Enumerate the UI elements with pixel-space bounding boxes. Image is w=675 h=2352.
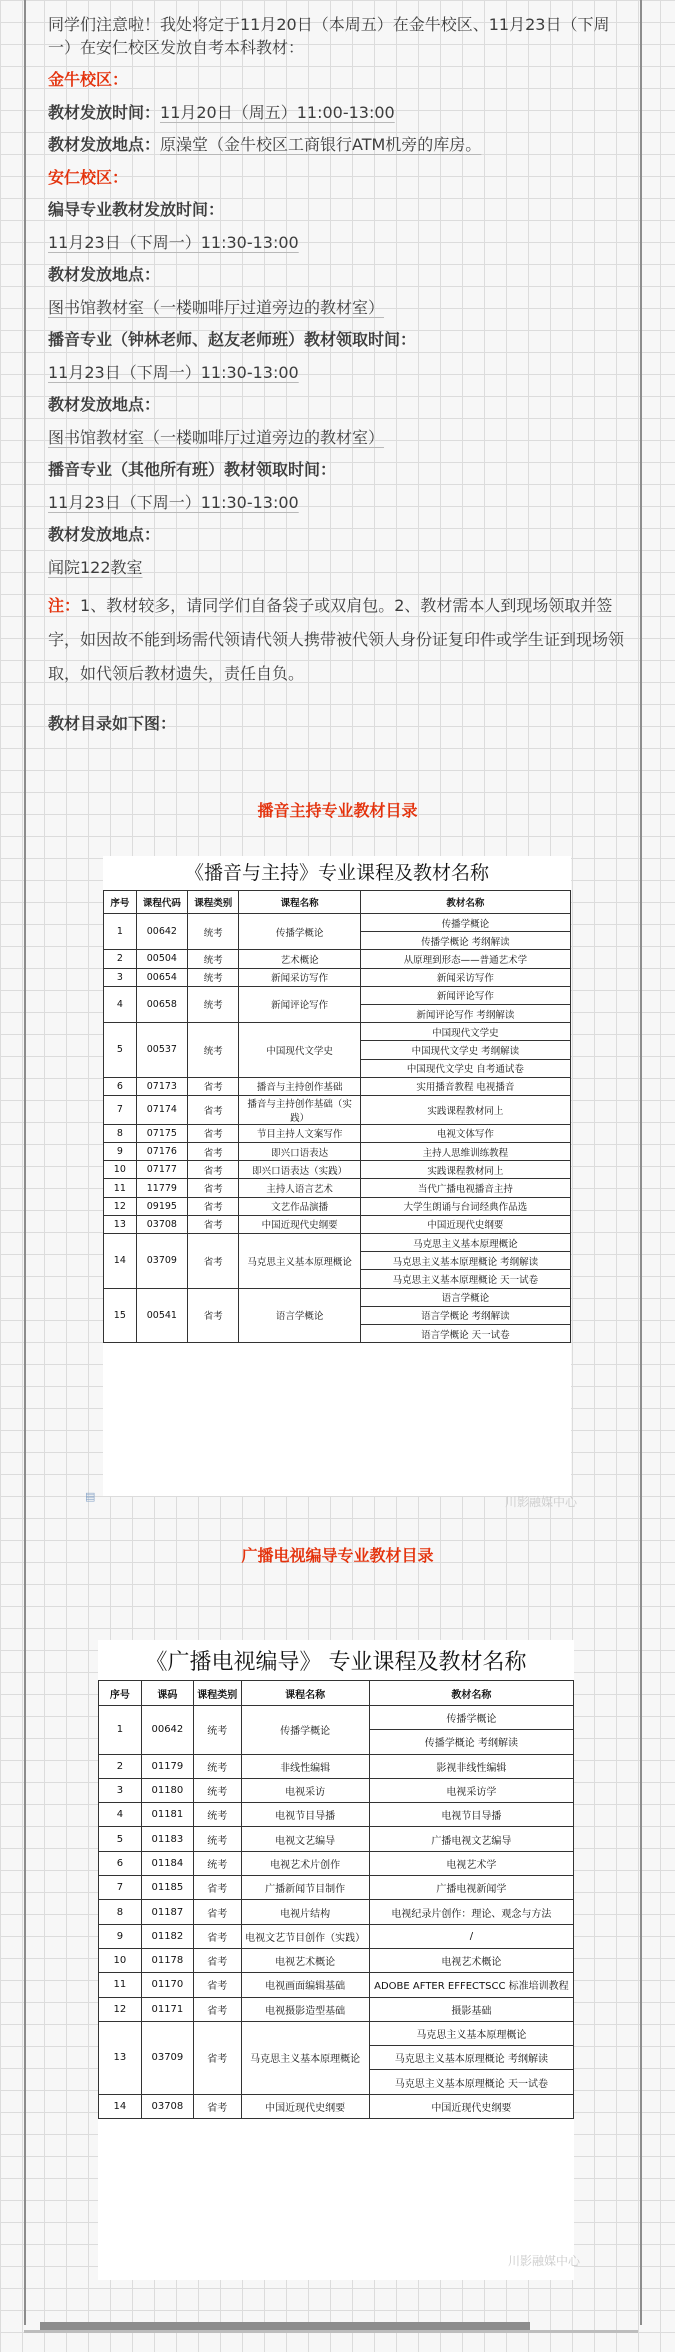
course-code-cell: 11779 (136, 1179, 187, 1197)
table-row (104, 1161, 571, 1179)
jinniu-time: 11月20日（周五）11:00-13:00 (160, 102, 395, 122)
textbook-name-cell: 传播学概论 (360, 914, 570, 932)
edit-time: 11月23日（下周一）11:30-13:00 (48, 232, 299, 252)
course-type-cell: 统考 (194, 1706, 242, 1755)
row-number-cell: 2 (99, 1754, 142, 1778)
row-number-cell: 12 (104, 1197, 137, 1215)
textbook-name-cell: ADOBE AFTER EFFECTSCC 标准培训教程 (369, 1973, 573, 1997)
textbook-name-cell: 传播学概论 考纲解读 (360, 932, 570, 950)
course-code-cell: 01171 (141, 1997, 193, 2021)
textbook-name-cell: 马克思主义基本原理概论 天一试卷 (369, 2070, 573, 2094)
table-row (99, 2094, 574, 2118)
course-code-cell: 01182 (141, 1924, 193, 1948)
course-code-cell: 00537 (136, 1023, 187, 1078)
course-name-cell: 马克思主义基本原理概论 (241, 2021, 369, 2094)
course-code-cell: 07175 (136, 1124, 187, 1142)
textbook-name-cell: 语言学概论 (360, 1288, 570, 1306)
course-name-cell: 即兴口语表达（实践） (239, 1161, 360, 1179)
course-name-cell: 语言学概论 (239, 1288, 360, 1343)
jinniu-heading: 金牛校区： (48, 70, 129, 89)
row-number-cell: 6 (99, 1851, 142, 1875)
row-number-cell: 5 (104, 1023, 137, 1078)
course-type-cell: 省考 (188, 1161, 239, 1179)
jinniu-time-label: 教材发放时间： (48, 102, 161, 122)
table-header-row (99, 1681, 574, 1706)
course-type-cell: 省考 (188, 1288, 239, 1343)
edit-time-label: 编导专业教材发放时间： (48, 200, 225, 219)
course-name-cell: 文艺作品演播 (239, 1197, 360, 1215)
catalog-intro: 教材目录如下图： (48, 714, 177, 733)
note-text: 1、教材较多，请同学们自备袋子或双肩包。2、教材需本人到现场领取并签字，如因故不能到场需代领请代领人携带被代领人身份证复印件或学生证到现场领取，如代领后教材遗失，责任自负。 (48, 596, 625, 683)
course-name-cell: 电视摄影造型基础 (241, 1997, 369, 2021)
textbook-name-cell: / (369, 1924, 573, 1948)
course-code-cell: 03708 (136, 1215, 187, 1233)
table-directing-title: 《广播电视编导》 专业课程及教材名称 (145, 1650, 527, 1675)
table-row (99, 1997, 574, 2021)
notice-body (48, 14, 626, 736)
course-name-cell: 新闻评论写作 (239, 986, 360, 1022)
table-row (104, 1023, 571, 1041)
row-number-cell: 14 (99, 2094, 142, 2118)
note-paragraph (48, 589, 626, 691)
course-name-cell: 新闻采访写作 (239, 968, 360, 986)
table-directing-image (98, 1640, 574, 2280)
textbook-name-cell: 电视纪录片创作：理论、观念与方法 (369, 1900, 573, 1924)
course-code-cell: 01180 (141, 1778, 193, 1802)
table-row (99, 1754, 574, 1778)
anchor1-place: 图书馆教材室（一楼咖啡厅过道旁边的教材室） (48, 427, 385, 447)
course-code-cell: 00658 (136, 986, 187, 1022)
textbook-name-cell: 语言学概论 天一试卷 (360, 1324, 570, 1342)
course-name-cell: 即兴口语表达 (239, 1143, 360, 1161)
course-code-cell: 09195 (136, 1197, 187, 1215)
textbook-name-cell: 新闻评论写作 考纲解读 (360, 1004, 570, 1022)
course-code-cell: 03708 (141, 2094, 193, 2118)
textbook-name-cell: 马克思主义基本原理概论 (369, 2021, 573, 2045)
table-directing (98, 1680, 574, 2119)
course-type-cell: 省考 (188, 1143, 239, 1161)
course-type-cell: 省考 (194, 1900, 242, 1924)
course-name-cell: 电视画面编辑基础 (241, 1973, 369, 1997)
note-label: 注： (48, 596, 81, 615)
watermark-2: 川影融媒中心 (508, 2254, 581, 2268)
bottom-divider-shadow (24, 2330, 638, 2333)
course-name-cell: 中国近现代史纲要 (239, 1215, 360, 1233)
table-broadcasting-image (103, 856, 571, 1496)
table-row (99, 1827, 574, 1851)
anchor2-place-label: 教材发放地点： (48, 525, 161, 544)
course-type-cell: 省考 (188, 1077, 239, 1095)
table-row (104, 950, 571, 968)
table-broadcasting (103, 890, 571, 1343)
table-row (104, 1179, 571, 1197)
row-number-cell: 11 (104, 1179, 137, 1197)
row-number-cell: 14 (104, 1234, 137, 1289)
course-code-cell: 03709 (141, 2021, 193, 2094)
course-name-cell: 主持人语言艺术 (239, 1179, 360, 1197)
course-code-cell: 01178 (141, 1948, 193, 1972)
bottom-divider (40, 2322, 530, 2330)
table-row (104, 1143, 571, 1161)
textbook-name-cell: 中国现代文学史 考纲解读 (360, 1041, 570, 1059)
course-type-cell: 省考 (188, 1124, 239, 1142)
course-name-cell: 广播新闻节目制作 (241, 1876, 369, 1900)
course-name-cell: 节目主持人文案写作 (239, 1124, 360, 1142)
table-row (104, 1288, 571, 1306)
course-name-cell: 电视文艺节目创作（实践） (241, 1924, 369, 1948)
table-header-cell: 教材名称 (369, 1681, 573, 1706)
course-type-cell: 统考 (194, 1851, 242, 1875)
course-type-cell: 省考 (194, 1997, 242, 2021)
textbook-name-cell: 电视采访学 (369, 1778, 573, 1802)
table-row (99, 1706, 574, 1730)
table-row (99, 2021, 574, 2045)
table-row (99, 1778, 574, 1802)
course-code-cell: 00654 (136, 968, 187, 986)
textbook-name-cell: 实践课程教材同上 (360, 1095, 570, 1124)
table-row (104, 1234, 571, 1252)
anchor1-place-label: 教材发放地点： (48, 395, 161, 414)
anren-heading: 安仁校区： (48, 167, 129, 187)
table-row (99, 1876, 574, 1900)
jinniu-time-line (48, 102, 626, 125)
course-code-cell: 01185 (141, 1876, 193, 1900)
course-code-cell: 01187 (141, 1900, 193, 1924)
textbook-name-cell: 传播学概论 考纲解读 (369, 1730, 573, 1754)
textbook-name-cell: 大学生朗诵与台词经典作品选 (360, 1197, 570, 1215)
table-header-row (104, 891, 571, 914)
row-number-cell: 7 (99, 1876, 142, 1900)
course-type-cell: 省考 (188, 1179, 239, 1197)
intro-text: 同学们注意啦！我处将定于11月20日（本周五）在金牛校区、11月23日（下周一）在安仁校区发放自考本科教材： (48, 15, 610, 57)
course-type-cell: 省考 (194, 1948, 242, 1972)
course-code-cell: 00642 (136, 914, 187, 950)
course-type-cell: 统考 (194, 1754, 242, 1778)
table-header-cell: 课程类别 (194, 1681, 242, 1706)
textbook-name-cell: 马克思主义基本原理概论 天一试卷 (360, 1270, 570, 1288)
course-code-cell: 00504 (136, 950, 187, 968)
textbook-name-cell: 中国现代文学史 (360, 1023, 570, 1041)
textbook-name-cell: 电视文体写作 (360, 1124, 570, 1142)
row-number-cell: 11 (99, 1973, 142, 1997)
course-code-cell: 00541 (136, 1288, 187, 1343)
anchor1-time: 11月23日（下周一）11:30-13:00 (48, 362, 299, 382)
anchor2-place: 闻院122教室 (48, 557, 143, 577)
course-type-cell: 省考 (188, 1215, 239, 1233)
course-name-cell: 播音与主持创作基础（实践） (239, 1095, 360, 1124)
row-number-cell: 13 (99, 2021, 142, 2094)
course-name-cell: 非线性编辑 (241, 1754, 369, 1778)
textbook-name-cell: 电视艺术学 (369, 1851, 573, 1875)
table-row (104, 1095, 571, 1124)
table-broadcasting-title: 《播音与主持》专业课程及教材名称 (184, 862, 489, 884)
row-number-cell: 8 (104, 1124, 137, 1142)
row-number-cell: 4 (99, 1803, 142, 1827)
row-number-cell: 1 (99, 1706, 142, 1755)
course-type-cell: 省考 (194, 1924, 242, 1948)
course-code-cell: 01183 (141, 1827, 193, 1851)
textbook-name-cell: 主持人思维训练教程 (360, 1143, 570, 1161)
row-number-cell: 4 (104, 986, 137, 1022)
table-row (99, 1803, 574, 1827)
course-type-cell: 省考 (188, 1095, 239, 1124)
row-number-cell: 10 (104, 1161, 137, 1179)
edit-place: 图书馆教材室（一楼咖啡厅过道旁边的教材室） (48, 297, 385, 317)
textbook-name-cell: 电视艺术概论 (369, 1948, 573, 1972)
row-number-cell: 2 (104, 950, 137, 968)
textbook-name-cell: 电视节目导播 (369, 1803, 573, 1827)
course-type-cell: 统考 (188, 986, 239, 1022)
textbook-name-cell: 影视非线性编辑 (369, 1754, 573, 1778)
course-type-cell: 省考 (194, 1876, 242, 1900)
table-row (104, 986, 571, 1004)
table-row (104, 1215, 571, 1233)
course-code-cell: 01179 (141, 1754, 193, 1778)
course-name-cell: 电视艺术概论 (241, 1948, 369, 1972)
course-code-cell: 01184 (141, 1851, 193, 1875)
course-code-cell: 07176 (136, 1143, 187, 1161)
course-type-cell: 统考 (188, 950, 239, 968)
anchor2-label: 播音专业（其他所有班）教材领取时间： (48, 460, 337, 479)
document-icon: ▤ (85, 1490, 96, 1503)
course-type-cell: 统考 (194, 1778, 242, 1802)
row-number-cell: 8 (99, 1900, 142, 1924)
table-header-cell: 课码 (141, 1681, 193, 1706)
row-number-cell: 3 (104, 968, 137, 986)
table-header-cell: 教材名称 (360, 891, 570, 914)
textbook-name-cell: 中国现代文学史 自考通试卷 (360, 1059, 570, 1077)
table-row (99, 1900, 574, 1924)
course-name-cell: 艺术概论 (239, 950, 360, 968)
row-number-cell: 15 (104, 1288, 137, 1343)
course-name-cell: 中国现代文学史 (239, 1023, 360, 1078)
table-row (99, 1851, 574, 1875)
textbook-name-cell: 广播电视新闻学 (369, 1876, 573, 1900)
course-code-cell: 03709 (136, 1234, 187, 1289)
textbook-name-cell: 新闻采访写作 (360, 968, 570, 986)
row-number-cell: 9 (99, 1924, 142, 1948)
course-type-cell: 统考 (188, 1023, 239, 1078)
table-header-cell: 序号 (99, 1681, 142, 1706)
watermark-1: 川影融媒中心 (505, 1495, 578, 1509)
textbook-name-cell: 传播学概论 (369, 1706, 573, 1730)
textbook-name-cell: 新闻评论写作 (360, 986, 570, 1004)
textbook-name-cell: 马克思主义基本原理概论 考纲解读 (360, 1252, 570, 1270)
course-name-cell: 中国近现代史纲要 (241, 2094, 369, 2118)
course-name-cell: 电视采访 (241, 1778, 369, 1802)
table-row (99, 1924, 574, 1948)
course-code-cell: 00642 (141, 1706, 193, 1755)
section-title-broadcasting: 播音主持专业教材目录 (257, 801, 418, 820)
edit-place-label: 教材发放地点： (48, 265, 161, 284)
course-name-cell: 播音与主持创作基础 (239, 1077, 360, 1095)
table-row (104, 914, 571, 932)
table-row (99, 1973, 574, 1997)
row-number-cell: 7 (104, 1095, 137, 1124)
course-name-cell: 马克思主义基本原理概论 (239, 1234, 360, 1289)
row-number-cell: 10 (99, 1948, 142, 1972)
table-header-cell: 序号 (104, 891, 137, 914)
table-header-cell: 课程名称 (239, 891, 360, 914)
textbook-name-cell: 广播电视文艺编导 (369, 1827, 573, 1851)
course-type-cell: 省考 (188, 1197, 239, 1215)
textbook-name-cell: 中国近现代史纲要 (369, 2094, 573, 2118)
table-row (104, 968, 571, 986)
anchor1-label: 播音专业（钟林老师、赵友老师班）教材领取时间： (48, 330, 417, 349)
table-row (99, 1948, 574, 1972)
row-number-cell: 6 (104, 1077, 137, 1095)
row-number-cell: 1 (104, 914, 137, 950)
textbook-name-cell: 语言学概论 考纲解读 (360, 1306, 570, 1324)
course-type-cell: 省考 (194, 1973, 242, 1997)
course-code-cell: 07177 (136, 1161, 187, 1179)
textbook-name-cell: 实践课程教材同上 (360, 1161, 570, 1179)
course-type-cell: 省考 (188, 1234, 239, 1289)
table-header-cell: 课程代码 (136, 891, 187, 914)
course-type-cell: 省考 (194, 2094, 242, 2118)
course-type-cell: 统考 (194, 1827, 242, 1851)
table-header-cell: 课程类别 (188, 891, 239, 914)
course-type-cell: 统考 (194, 1803, 242, 1827)
jinniu-place-label: 教材发放地点： (48, 135, 161, 154)
course-name-cell: 电视艺术片创作 (241, 1851, 369, 1875)
textbook-name-cell: 从原理到形态——普通艺术学 (360, 950, 570, 968)
table-row (104, 1077, 571, 1095)
jinniu-place: 原澡堂（金牛校区工商银行ATM机旁的库房。 (160, 135, 482, 154)
table-row (104, 1197, 571, 1215)
jinniu-place-line (48, 134, 626, 157)
course-code-cell: 07174 (136, 1095, 187, 1124)
course-type-cell: 统考 (188, 968, 239, 986)
anchor2-time: 11月23日（下周一）11:30-13:00 (48, 492, 299, 512)
textbook-name-cell: 马克思主义基本原理概论 (360, 1234, 570, 1252)
course-name-cell: 传播学概论 (239, 914, 360, 950)
table-row (104, 1124, 571, 1142)
course-code-cell: 01181 (141, 1803, 193, 1827)
textbook-name-cell: 马克思主义基本原理概论 考纲解读 (369, 2046, 573, 2070)
row-number-cell: 13 (104, 1215, 137, 1233)
course-code-cell: 07173 (136, 1077, 187, 1095)
course-name-cell: 电视节目导播 (241, 1803, 369, 1827)
textbook-name-cell: 中国近现代史纲要 (360, 1215, 570, 1233)
row-number-cell: 12 (99, 1997, 142, 2021)
textbook-name-cell: 实用播音教程 电视播音 (360, 1077, 570, 1095)
textbook-name-cell: 当代广播电视播音主持 (360, 1179, 570, 1197)
course-code-cell: 01170 (141, 1973, 193, 1997)
course-name-cell: 传播学概论 (241, 1706, 369, 1755)
course-type-cell: 统考 (188, 914, 239, 950)
row-number-cell: 5 (99, 1827, 142, 1851)
section-title-directing: 广播电视编导专业教材目录 (241, 1546, 434, 1565)
textbook-name-cell: 摄影基础 (369, 1997, 573, 2021)
course-type-cell: 省考 (194, 2021, 242, 2094)
course-name-cell: 电视片结构 (241, 1900, 369, 1924)
table-header-cell: 课程名称 (241, 1681, 369, 1706)
course-name-cell: 电视文艺编导 (241, 1827, 369, 1851)
row-number-cell: 9 (104, 1143, 137, 1161)
row-number-cell: 3 (99, 1778, 142, 1802)
